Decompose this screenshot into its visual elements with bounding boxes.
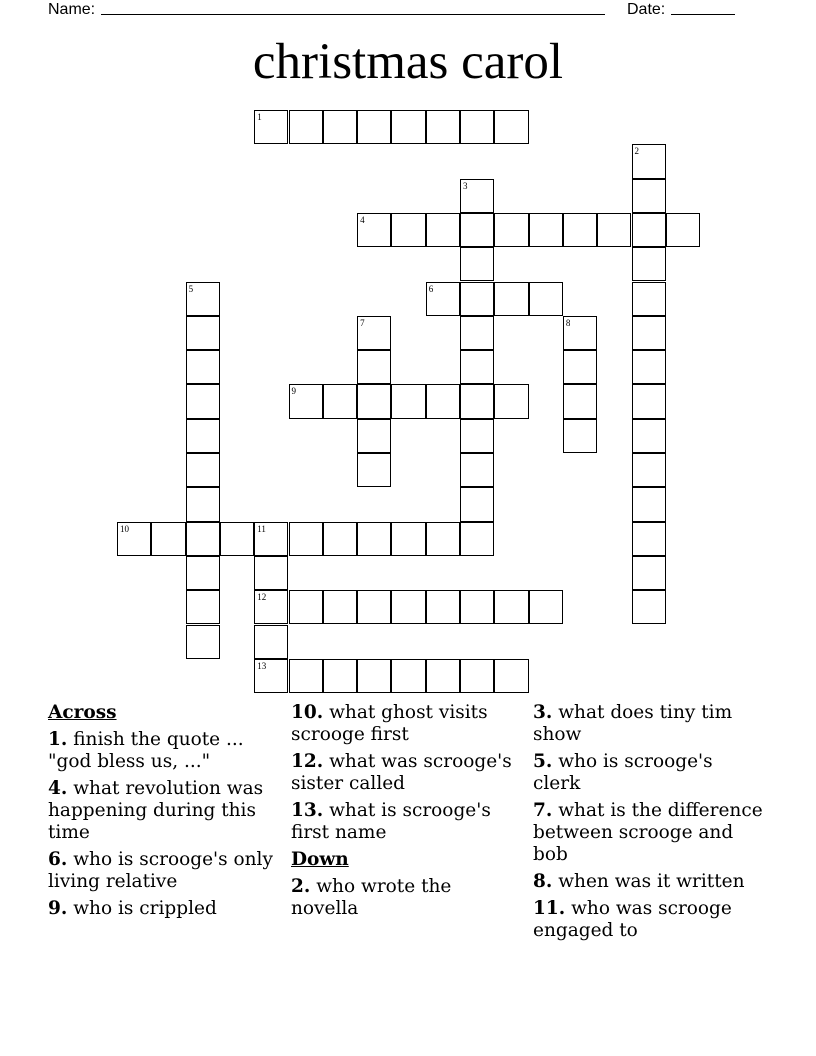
grid-cell[interactable] (357, 384, 391, 418)
grid-cell[interactable] (426, 384, 460, 418)
clue-text: who is scrooge's clerk (533, 751, 713, 794)
grid-cell[interactable] (357, 419, 391, 453)
clue-across-10 (291, 702, 521, 746)
grid-cell[interactable] (632, 144, 666, 178)
clue-number: 11. (533, 898, 566, 919)
grid-cell[interactable] (254, 590, 288, 624)
grid-cell[interactable] (460, 247, 494, 281)
clue-number: 13. (291, 800, 324, 821)
grid-cell[interactable] (529, 590, 563, 624)
clue-text: who is scrooge's only living relative (48, 849, 273, 892)
cell-number: 11 (257, 523, 266, 534)
grid-cell[interactable] (666, 213, 700, 247)
cell-number: 9 (291, 386, 296, 397)
grid-cell[interactable] (186, 590, 220, 624)
clue-down-7 (533, 800, 763, 866)
grid-cell[interactable] (357, 110, 391, 144)
grid-cell[interactable] (426, 110, 460, 144)
clue-across-6 (48, 849, 278, 893)
clue-down-11 (533, 898, 763, 942)
clue-text: what was scrooge's sister called (291, 751, 512, 794)
grid-cell[interactable] (632, 350, 666, 384)
clue-number: 1. (48, 729, 68, 750)
grid-cell[interactable] (460, 590, 494, 624)
grid-cell[interactable] (632, 282, 666, 316)
grid-cell[interactable] (494, 659, 528, 693)
clue-across-13 (291, 800, 521, 844)
clue-number: 3. (533, 702, 553, 723)
grid-cell[interactable] (357, 522, 391, 556)
clue-down-5 (533, 751, 763, 795)
grid-cell[interactable] (494, 590, 528, 624)
name-field[interactable] (48, 0, 605, 19)
grid-cell[interactable] (391, 659, 425, 693)
grid-cell[interactable] (494, 384, 528, 418)
clue-number: 12. (291, 751, 324, 772)
grid-cell[interactable] (632, 384, 666, 418)
grid-cell[interactable] (117, 522, 151, 556)
grid-cell[interactable] (460, 522, 494, 556)
grid-cell[interactable] (220, 522, 254, 556)
grid-cell[interactable] (323, 590, 357, 624)
grid-cell[interactable] (391, 384, 425, 418)
grid-cell[interactable] (529, 213, 563, 247)
grid-cell[interactable] (632, 453, 666, 487)
down-heading: Down (291, 849, 349, 870)
clue-down-8 (533, 871, 763, 893)
grid-cell[interactable] (186, 384, 220, 418)
grid-cell[interactable] (186, 282, 220, 316)
grid-cell[interactable] (357, 590, 391, 624)
grid-cell[interactable] (357, 453, 391, 487)
grid-cell[interactable] (460, 384, 494, 418)
grid-cell[interactable] (323, 384, 357, 418)
grid-cell[interactable] (632, 179, 666, 213)
grid-cell[interactable] (460, 179, 494, 213)
grid-cell[interactable] (426, 213, 460, 247)
grid-cell[interactable] (460, 487, 494, 521)
grid-cell[interactable] (563, 213, 597, 247)
grid-cell[interactable] (494, 213, 528, 247)
grid-cell[interactable] (357, 659, 391, 693)
grid-cell[interactable] (460, 419, 494, 453)
grid-cell[interactable] (254, 556, 288, 590)
grid-cell[interactable] (289, 590, 323, 624)
cell-number: 3 (463, 180, 468, 191)
grid-cell[interactable] (460, 213, 494, 247)
date-field[interactable] (627, 0, 735, 19)
grid-cell[interactable] (632, 487, 666, 521)
clue-number: 5. (533, 751, 553, 772)
cell-number: 1 (257, 112, 262, 122)
grid-cell[interactable] (357, 316, 391, 350)
grid-cell[interactable] (426, 590, 460, 624)
grid-cell[interactable] (254, 625, 288, 659)
clue-text: who is crippled (73, 898, 217, 919)
grid-cell[interactable] (563, 350, 597, 384)
clue-across-12 (291, 751, 521, 795)
clue-text: what does tiny tim show (533, 702, 733, 745)
grid-cell[interactable] (632, 590, 666, 624)
grid-cell[interactable] (632, 556, 666, 590)
clue-down-2 (291, 876, 521, 920)
cell-number: 2 (634, 146, 639, 157)
grid-cell[interactable] (460, 110, 494, 144)
clue-number: 10. (291, 702, 324, 723)
grid-cell[interactable] (254, 522, 288, 556)
clue-text: when was it written (558, 871, 745, 892)
cell-number: 5 (188, 283, 194, 294)
grid-cell[interactable] (186, 316, 220, 350)
clues-column-2 (291, 702, 521, 925)
clue-number: 8. (533, 871, 553, 892)
grid-cell[interactable] (186, 487, 220, 521)
clue-number: 9. (48, 898, 68, 919)
grid-cell[interactable] (151, 522, 185, 556)
grid-cell[interactable] (632, 419, 666, 453)
clue-text: who was scrooge engaged to (533, 898, 732, 941)
grid-cell[interactable] (529, 282, 563, 316)
grid-cell[interactable] (323, 110, 357, 144)
clue-text: what is the difference between scrooge and bob (533, 800, 763, 865)
clue-across-4 (48, 778, 278, 844)
grid-cell[interactable] (357, 350, 391, 384)
grid-cell[interactable] (494, 282, 528, 316)
grid-cell[interactable] (186, 453, 220, 487)
grid-cell[interactable] (632, 316, 666, 350)
grid-cell[interactable] (597, 213, 631, 247)
grid-cell[interactable] (460, 453, 494, 487)
grid-cell[interactable] (391, 590, 425, 624)
clue-text: who wrote the novella (291, 876, 452, 919)
clue-down-3 (533, 702, 763, 746)
grid-cell[interactable] (563, 384, 597, 418)
clue-across-9 (48, 898, 278, 920)
cell-number: 6 (428, 283, 434, 294)
clue-across-1 (48, 729, 278, 773)
clue-number: 7. (533, 800, 553, 821)
grid-cell[interactable] (357, 213, 391, 247)
grid-cell[interactable] (426, 659, 460, 693)
grid-cell[interactable] (632, 247, 666, 281)
page-title: christmas carol (252, 34, 564, 90)
clue-text: what revolution was happening during this time (48, 778, 264, 843)
grid-cell[interactable] (289, 110, 323, 144)
grid-cell[interactable] (460, 316, 494, 350)
grid-cell[interactable] (289, 384, 323, 418)
grid-cell[interactable] (391, 213, 425, 247)
grid-cell[interactable] (632, 522, 666, 556)
grid-cell[interactable] (254, 659, 288, 693)
grid-cell[interactable] (289, 659, 323, 693)
grid-cell[interactable] (186, 522, 220, 556)
grid-cell[interactable] (426, 282, 460, 316)
grid-cell[interactable] (254, 110, 288, 144)
cell-number: 12 (257, 592, 267, 603)
grid-cell[interactable] (391, 522, 425, 556)
clue-number: 6. (48, 849, 68, 870)
cell-number: 13 (257, 660, 267, 671)
clue-number: 2. (291, 876, 311, 897)
grid-cell[interactable] (426, 522, 460, 556)
cell-number: 8 (565, 317, 571, 328)
cell-number: 10 (120, 523, 129, 534)
grid-cell[interactable] (289, 522, 323, 556)
grid-cell[interactable] (460, 659, 494, 693)
grid-cell[interactable] (563, 419, 597, 453)
grid-cell[interactable] (186, 350, 220, 384)
grid-cell[interactable] (186, 556, 220, 590)
grid-cell[interactable] (494, 110, 528, 144)
grid-cell[interactable] (632, 213, 666, 247)
date-line[interactable] (671, 0, 735, 15)
grid-cell[interactable] (323, 522, 357, 556)
name-label: Name: (48, 1, 96, 18)
clue-text: what ghost visits scrooge first (291, 702, 488, 745)
grid-cell[interactable] (323, 659, 357, 693)
date-label: Date: (627, 1, 666, 18)
clue-text: finish the quote ... "god bless us, ..." (48, 729, 244, 772)
clue-text: what is scrooge's first name (291, 800, 491, 843)
across-heading: Across (48, 702, 117, 723)
grid-cell[interactable] (186, 419, 220, 453)
clues-column-1 (48, 702, 278, 925)
grid-cell[interactable] (460, 282, 494, 316)
name-line[interactable] (101, 0, 605, 15)
grid-cell[interactable] (563, 316, 597, 350)
clues-column-3 (533, 702, 763, 947)
cell-number: 4 (360, 214, 365, 225)
grid-cell[interactable] (391, 110, 425, 144)
clue-number: 4. (48, 778, 68, 799)
grid-cell[interactable] (186, 625, 220, 659)
cell-number: 7 (360, 317, 365, 328)
grid-cell[interactable] (460, 350, 494, 384)
